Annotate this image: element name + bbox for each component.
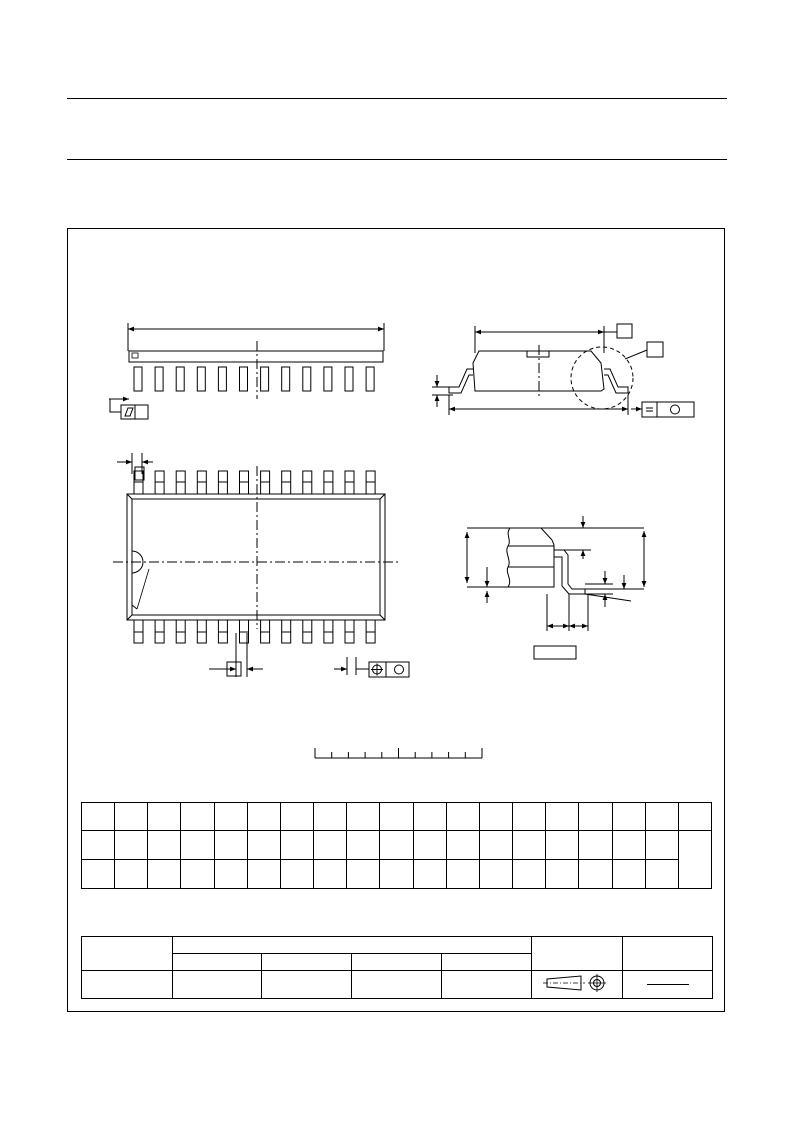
dimension-cell (82, 860, 115, 889)
package-outline-frame (67, 228, 725, 1012)
dimension-cell (82, 831, 115, 860)
dimension-cell (82, 803, 115, 831)
dimension-cell (214, 831, 247, 860)
front-leads (134, 367, 374, 391)
dimension-cell (314, 831, 347, 860)
dimension-cell (546, 860, 579, 889)
dimension-cell (678, 803, 711, 831)
dimension-cell (446, 831, 479, 860)
dimension-cell (479, 831, 512, 860)
dimension-cell (148, 860, 181, 889)
package-body-top (127, 494, 385, 620)
top-view-leads-upper (134, 471, 375, 494)
dimension-cell (546, 831, 579, 860)
iec-cell (173, 971, 262, 999)
coplanarity-frame (642, 402, 694, 417)
circle-modifier-icon (671, 405, 680, 414)
package-outline-drawing (68, 229, 726, 1013)
dimension-cell (314, 860, 347, 889)
dimension-cell (148, 803, 181, 831)
dimension-cell (678, 831, 711, 889)
extra-cell (442, 971, 532, 999)
reference-jedec (262, 954, 352, 971)
dimension-cell (479, 860, 512, 889)
issue-date-cell (623, 971, 713, 999)
dimension-cell (181, 803, 214, 831)
package-body-front (129, 351, 383, 362)
reference-eiaj (352, 954, 442, 971)
dimension-cell (247, 803, 280, 831)
dimension-cell (280, 803, 313, 831)
front-lead (303, 367, 311, 391)
front-lead (345, 367, 353, 391)
header-rule-bottom (67, 159, 727, 160)
front-lead (197, 367, 205, 391)
dimension-cell (413, 831, 446, 860)
front-lead (176, 367, 184, 391)
dimension-cell (446, 803, 479, 831)
eiaj-cell (352, 971, 442, 999)
dimension-table-row (82, 860, 712, 889)
front-lead (324, 367, 332, 391)
front-lead (155, 367, 163, 391)
european-projection-header (532, 937, 623, 971)
dimension-table-row (82, 831, 712, 860)
dimension-cell (513, 803, 546, 831)
dimension-cell (579, 803, 612, 831)
dimension-cell (513, 860, 546, 889)
front-lead (282, 367, 290, 391)
dimension-cell (148, 831, 181, 860)
dimension-cell (280, 831, 313, 860)
dimension-cell (181, 831, 214, 860)
outline-version-header (82, 937, 173, 971)
dimension-cell (347, 860, 380, 889)
scale-bar (315, 748, 482, 758)
pin-one-marker (132, 353, 138, 358)
dimension-cell (380, 803, 413, 831)
detail-x-view (467, 516, 644, 659)
front-lead (261, 367, 269, 391)
dimension-cell (347, 831, 380, 860)
datum-box-e (617, 324, 632, 338)
dimension-cell (612, 803, 645, 831)
dimension-cell (579, 860, 612, 889)
dimension-cell (115, 831, 148, 860)
dimension-cell (645, 831, 678, 860)
dimension-cell (612, 831, 645, 860)
dimension-cell (280, 860, 313, 889)
dimension-cell (214, 860, 247, 889)
dimension-cell (413, 803, 446, 831)
dimension-cell (446, 860, 479, 889)
detail-body-section (507, 528, 554, 587)
detail-x-label-box (647, 342, 663, 357)
dimension-cell (579, 831, 612, 860)
issue-date-header (623, 937, 713, 971)
dimension-cell (645, 860, 678, 889)
gull-wing-lead-right (604, 369, 628, 393)
front-view (109, 323, 384, 419)
dimension-cell (612, 860, 645, 889)
dimension-cell (247, 831, 280, 860)
front-lead (240, 367, 248, 391)
references-header (173, 937, 532, 954)
dimension-cell (247, 860, 280, 889)
detail-x-title-box (534, 646, 576, 659)
dimension-cell (513, 831, 546, 860)
dimension-cell (214, 803, 247, 831)
dimension-cell (314, 803, 347, 831)
dimension-cell (115, 860, 148, 889)
dimension-cell (380, 860, 413, 889)
outline-version-table (81, 936, 713, 999)
dimension-cell (645, 803, 678, 831)
dimension-cell (115, 803, 148, 831)
header-rule-top (67, 98, 727, 99)
dimension-cell (479, 803, 512, 831)
top-view (113, 453, 409, 677)
outline-version-cell (82, 971, 173, 999)
front-lead (134, 367, 142, 391)
projection-symbol-cell (532, 971, 623, 999)
dimension-cell (181, 860, 214, 889)
dimension-cell (347, 803, 380, 831)
front-lead (218, 367, 226, 391)
detail-x-callout (571, 347, 633, 409)
dimension-cell (413, 860, 446, 889)
dimension-cell (380, 831, 413, 860)
dimensions-table (81, 802, 712, 889)
top-view-leads-lower (134, 620, 375, 643)
front-lead (366, 367, 374, 391)
dimension-cell (546, 803, 579, 831)
gull-wing-lead-left (449, 369, 473, 393)
reference-iec (173, 954, 262, 971)
dimension-table-row (82, 803, 712, 831)
jedec-cell (262, 971, 352, 999)
end-view (432, 324, 694, 417)
detail-lead-profile (554, 550, 585, 594)
flatness-icon (125, 408, 133, 416)
projection-symbol-icon (537, 971, 617, 995)
position-tolerance-icon (371, 664, 383, 676)
issue-date-separator (647, 984, 689, 985)
reference-extra (442, 954, 532, 971)
